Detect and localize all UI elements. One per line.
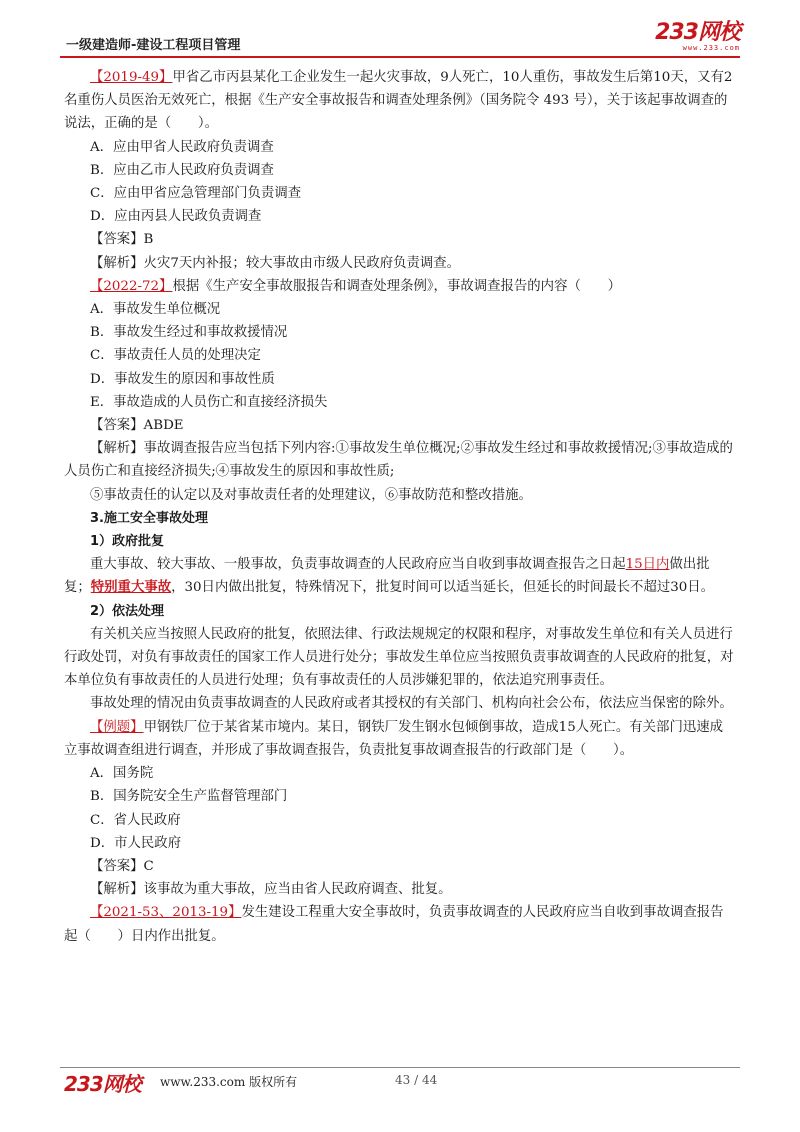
analysis: 【解析】火灾7天内补报；较大事故由市级人民政府负责调查。 xyxy=(90,255,461,271)
analysis-continued: ⑤事故责任的认定以及对事故责任者的处理建议，⑥事故防范和整改措施。 xyxy=(90,487,532,503)
option: D．市人民政府 xyxy=(90,835,182,851)
analysis: 【解析】事故调查报告应当包括下列内容:①事故发生单位概况;②事故发生经过和事故救援情况;③事故造成的人员伤亡和直接经济损失;④事故发生的原因和事故性质; xyxy=(64,441,733,480)
section-heading: 3.施工安全事故处理 xyxy=(90,510,208,526)
question-tag: 【例题】 xyxy=(90,719,144,735)
brand-logo xyxy=(655,22,740,52)
page-footer xyxy=(60,1070,740,1094)
subsection-heading: 1）政府批复 xyxy=(90,534,165,550)
subsection-heading: 2）依法处理 xyxy=(90,603,165,619)
answer: 【答案】ABDE xyxy=(90,418,184,434)
option: D．事故发生的原因和事故性质 xyxy=(90,371,275,387)
header-divider xyxy=(60,56,740,58)
question-stem: 【2022-72】根据《生产安全事故服报告和调查处理条例》，事故调查报告的内容（ ） xyxy=(90,278,622,294)
logo-subtext: www.233.com xyxy=(682,44,740,52)
answer: 【答案】C xyxy=(90,858,154,874)
question-stem: 【2021-53、2013-19】发生建设工程重大安全事故时，负责事故调查的人民政府应当自收到事故调查报告起（ ）日内作出批复。 xyxy=(64,905,724,944)
option: E．事故造成的人员伤亡和直接经济损失 xyxy=(90,394,328,410)
option: A．应由甲省人民政府负责调查 xyxy=(90,139,274,155)
question-tag: 【2019-49】 xyxy=(90,70,173,85)
question-tag: 【2021-53、2013-19】 xyxy=(90,905,242,921)
paragraph: 有关机关应当按照人民政府的批复，依照法律、行政法规规定的权限和程序，对事故发生单位和有关人员进行行政处罚，对负有事故责任的国家工作人员进行处分；事故发生单位应当按照负责事故调查的人民政府的批复，对本单位负有事故责任的人员进行处理；负有事故责任的人员涉嫌犯罪的，依法追究刑事责任。 xyxy=(64,626,734,689)
highlight: 15日内 xyxy=(625,557,670,573)
question-tag: 【2022-72】 xyxy=(90,278,173,294)
highlight: 特别重大事故 xyxy=(90,579,172,596)
question-stem: 【2019-49】甲省乙市丙县某化工企业发生一起火灾事故，9人死亡，10人重伤，事故发生后第10天，又有2名重伤人员医治无效死亡，根据《生产安全事故报告和调查处理条例》（国务院令 493 号），关于该起事故调查的说法，正确的是（ ）。 xyxy=(64,70,733,132)
option: B．国务院安全生产监督管理部门 xyxy=(90,789,288,805)
logo-text: 233网校 xyxy=(655,20,740,45)
header-title: 一级建造师-建设工程项目管理 xyxy=(66,38,241,53)
option: D．应由丙县人民政负责调查 xyxy=(90,209,262,225)
footer-copyright: www.233.com 版权所有 xyxy=(160,1075,298,1089)
paragraph: 事故处理的情况由负责事故调查的人民政府或者其授权的有关部门、机构向社会公布，依法应当保密的除外。 xyxy=(90,696,733,712)
page-number: 43 / 44 xyxy=(395,1073,438,1087)
footer-logo: 233网校 xyxy=(64,1072,141,1096)
option: B．应由乙市人民政府负责调查 xyxy=(90,162,274,178)
answer: 【答案】B xyxy=(90,232,154,248)
question-stem: 【例题】甲钢铁厂位于某省某市境内。某日，钢铁厂发生钢水包倾倒事故，造成15人死亡。有关部门迅速成立事故调查组进行调查，并形成了事故调查报告，负责批复事故调查报告的行政部门是（ ）。 xyxy=(64,719,724,758)
option: A．国务院 xyxy=(90,766,154,782)
page-header xyxy=(60,20,740,56)
option: C．应由甲省应急管理部门负责调查 xyxy=(90,186,302,202)
document-body xyxy=(64,66,736,948)
footer-divider xyxy=(60,1067,740,1068)
option: C．省人民政府 xyxy=(90,812,181,828)
option: A．事故发生单位概况 xyxy=(90,302,221,318)
option: B．事故发生经过和事故救援情况 xyxy=(90,325,288,341)
analysis: 【解析】该事故为重大事故，应当由省人民政府调查、批复。 xyxy=(90,882,452,898)
paragraph: 重大事故、较大事故、一般事故，负责事故调查的人民政府应当自收到事故调查报告之日起15日内做出批复；特别重大事故，30日内做出批复，特殊情况下，批复时间可以适当延长，但延长的时间最长不超过30日。 xyxy=(64,557,715,596)
option: C．事故责任人员的处理决定 xyxy=(90,348,261,364)
